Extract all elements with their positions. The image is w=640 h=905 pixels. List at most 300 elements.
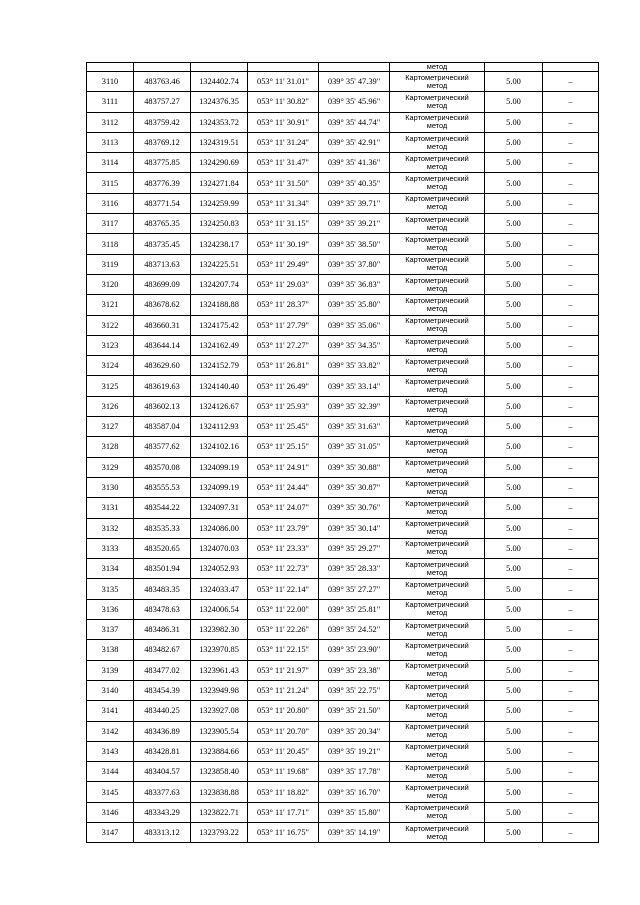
table-row: [87, 802, 599, 822]
point-number-cell: 3128: [87, 437, 134, 457]
method-line: Картометрический: [405, 640, 469, 650]
accuracy-cell: 5.00: [485, 498, 543, 518]
longitude-cell: 039° 35' 17.78": [319, 762, 390, 782]
method-cell: [390, 234, 485, 254]
method-cell: [390, 538, 485, 558]
point-number-cell: 3135: [87, 579, 134, 599]
latitude-cell: 053° 11' 20.80": [248, 701, 319, 721]
accuracy-cell: 5.00: [485, 173, 543, 193]
y-coordinate-cell: 1324099.19: [191, 477, 248, 497]
method-cell: [390, 132, 485, 152]
latitude-cell: 053° 11' 26.49": [248, 376, 319, 396]
x-coordinate-cell: 483440.25: [134, 701, 191, 721]
method-line: Картометрический: [405, 742, 469, 752]
table-row: [87, 721, 599, 741]
x-coordinate-cell: 483765.35: [134, 214, 191, 234]
x-coordinate-cell: 483699.09: [134, 274, 191, 294]
accuracy-cell: 5.00: [485, 802, 543, 822]
latitude-cell: 053° 11' 22.73": [248, 559, 319, 579]
y-coordinate-cell: 1324207.74: [191, 274, 248, 294]
y-coordinate-cell: 1324162.49: [191, 335, 248, 355]
table-row: [87, 822, 599, 842]
latitude-cell: 053° 11' 31.24": [248, 132, 319, 152]
table-row: [87, 559, 599, 579]
table-row: [87, 660, 599, 680]
x-coordinate-cell: 483570.08: [134, 457, 191, 477]
point-number-cell: 3131: [87, 498, 134, 518]
table-row: [87, 376, 599, 396]
longitude-cell: 039° 35' 20.34": [319, 721, 390, 741]
accuracy-cell: 5.00: [485, 680, 543, 700]
method-cell: [390, 417, 485, 437]
method-line: метод: [426, 202, 448, 212]
method-line: Картометрический: [405, 722, 469, 732]
y-coordinate-cell: 1324097.31: [191, 498, 248, 518]
table-row: [87, 214, 599, 234]
point-number-cell: 3130: [87, 477, 134, 497]
method-cell: [390, 477, 485, 497]
note-cell: –: [543, 173, 599, 193]
method-cell: [390, 295, 485, 315]
table-row: [87, 477, 599, 497]
longitude-cell: 039° 35' 29.27": [319, 538, 390, 558]
longitude-cell: 039° 35' 33.82": [319, 356, 390, 376]
accuracy-cell: 5.00: [485, 701, 543, 721]
method-line: метод: [426, 80, 448, 90]
method-line: Картометрический: [405, 437, 469, 447]
method-cell: [390, 518, 485, 538]
accuracy-cell: 5.00: [485, 741, 543, 761]
note-cell: –: [543, 376, 599, 396]
method-line: метод: [426, 709, 448, 719]
latitude-cell: 053° 11' 25.15": [248, 437, 319, 457]
x-coordinate-cell: 483377.63: [134, 782, 191, 802]
method-cell: [390, 193, 485, 213]
table-row: [87, 437, 599, 457]
method-cell: [390, 112, 485, 132]
method-cell: [390, 579, 485, 599]
y-coordinate-cell: 1324070.03: [191, 538, 248, 558]
latitude-cell: 053° 11' 22.14": [248, 579, 319, 599]
coordinates-table: [86, 62, 599, 843]
x-coordinate-cell: 483678.62: [134, 295, 191, 315]
continuation-row: [87, 63, 599, 72]
accuracy-cell: 5.00: [485, 295, 543, 315]
method-cell: [390, 335, 485, 355]
accuracy-cell: 5.00: [485, 254, 543, 274]
x-coordinate-cell: 483619.63: [134, 376, 191, 396]
note-cell: –: [543, 274, 599, 294]
method-line: Картометрический: [405, 356, 469, 366]
latitude-cell: 053° 11' 31.15": [248, 214, 319, 234]
method-line: Картометрический: [405, 92, 469, 102]
method-line: Картометрический: [405, 133, 469, 143]
longitude-cell: 039° 35' 40.35": [319, 173, 390, 193]
method-line: метод: [426, 141, 448, 151]
point-number-cell: 3118: [87, 234, 134, 254]
y-coordinate-cell: 1323905.54: [191, 721, 248, 741]
accuracy-cell: 5.00: [485, 153, 543, 173]
point-number-cell: 3139: [87, 660, 134, 680]
longitude-cell: 039° 35' 16.70": [319, 782, 390, 802]
latitude-cell: 053° 11' 31.01": [248, 72, 319, 92]
method-line: метод: [426, 263, 448, 273]
note-cell: –: [543, 193, 599, 213]
latitude-cell: 053° 11' 23.33": [248, 538, 319, 558]
method-cell: [390, 315, 485, 335]
y-coordinate-cell: 1324290.69: [191, 153, 248, 173]
x-coordinate-cell: 483482.67: [134, 640, 191, 660]
longitude-cell: 039° 35' 41.36": [319, 153, 390, 173]
table-row: [87, 762, 599, 782]
latitude-cell: 053° 11' 21.97": [248, 660, 319, 680]
accuracy-cell: 5.00: [485, 274, 543, 294]
y-coordinate-cell: 1323982.30: [191, 620, 248, 640]
table-row: [87, 741, 599, 761]
x-coordinate-cell: 483520.65: [134, 538, 191, 558]
accuracy-cell: 5.00: [485, 315, 543, 335]
y-coordinate-cell: 1323970.85: [191, 640, 248, 660]
x-coordinate-cell: 483483.35: [134, 579, 191, 599]
method-line: метод: [426, 811, 448, 821]
method-line: метод: [426, 466, 448, 476]
table-row: [87, 173, 599, 193]
longitude-cell: 039° 35' 44.74": [319, 112, 390, 132]
note-cell: –: [543, 579, 599, 599]
method-line: Картометрический: [405, 235, 469, 245]
longitude-cell: 039° 35' 15.80": [319, 802, 390, 822]
latitude-cell: 053° 11' 24.91": [248, 457, 319, 477]
point-number-cell: 3121: [87, 295, 134, 315]
x-coordinate-cell: 483343.29: [134, 802, 191, 822]
method-line: Картометрический: [405, 316, 469, 326]
note-cell: –: [543, 356, 599, 376]
method-line: метод: [426, 283, 448, 293]
method-line: метод: [426, 648, 448, 658]
table-row: [87, 538, 599, 558]
table-row: [87, 274, 599, 294]
latitude-cell: 053° 11' 16.75": [248, 822, 319, 842]
table-row: [87, 782, 599, 802]
latitude-cell: 053° 11' 22.26": [248, 620, 319, 640]
latitude-cell: 053° 11' 25.45": [248, 417, 319, 437]
point-number-cell: 3141: [87, 701, 134, 721]
method-line: Картометрический: [405, 803, 469, 813]
point-number-cell: 3119: [87, 254, 134, 274]
point-number-cell: 3116: [87, 193, 134, 213]
accuracy-cell: 5.00: [485, 538, 543, 558]
table-row: [87, 457, 599, 477]
y-coordinate-cell: 1323961.43: [191, 660, 248, 680]
y-coordinate-cell: 1324102.16: [191, 437, 248, 457]
method-line: метод: [426, 608, 448, 618]
y-coordinate-cell: 1323949.98: [191, 680, 248, 700]
method-line: метод: [426, 161, 448, 171]
longitude-cell: 039° 35' 30.14": [319, 518, 390, 538]
latitude-cell: 053° 11' 24.07": [248, 498, 319, 518]
longitude-cell: 039° 35' 42.91": [319, 132, 390, 152]
note-cell: –: [543, 254, 599, 274]
method-cell: [390, 559, 485, 579]
empty-cell: [543, 63, 599, 72]
longitude-cell: 039° 35' 32.39": [319, 396, 390, 416]
note-cell: –: [543, 315, 599, 335]
method-line: метод: [426, 182, 448, 192]
latitude-cell: 053° 11' 17.71": [248, 802, 319, 822]
x-coordinate-cell: 483759.42: [134, 112, 191, 132]
latitude-cell: 053° 11' 27.27": [248, 335, 319, 355]
x-coordinate-cell: 483555.53: [134, 477, 191, 497]
method-line: Картометрический: [405, 580, 469, 590]
y-coordinate-cell: 1324175.42: [191, 315, 248, 335]
table-row: [87, 132, 599, 152]
method-line: метод: [426, 588, 448, 598]
latitude-cell: 053° 11' 26.81": [248, 356, 319, 376]
y-coordinate-cell: 1324259.99: [191, 193, 248, 213]
method-line: Картометрический: [405, 377, 469, 387]
accuracy-cell: 5.00: [485, 396, 543, 416]
method-cell: [390, 782, 485, 802]
method-line: Картометрический: [405, 762, 469, 772]
longitude-cell: 039° 35' 23.38": [319, 660, 390, 680]
method-cell: [390, 153, 485, 173]
table-row: [87, 579, 599, 599]
note-cell: –: [543, 640, 599, 660]
point-number-cell: 3125: [87, 376, 134, 396]
x-coordinate-cell: 483629.60: [134, 356, 191, 376]
point-number-cell: 3147: [87, 822, 134, 842]
y-coordinate-cell: 1324250.83: [191, 214, 248, 234]
y-coordinate-cell: 1324402.74: [191, 72, 248, 92]
method-cell: [390, 660, 485, 680]
note-cell: –: [543, 559, 599, 579]
note-cell: –: [543, 234, 599, 254]
method-line: метод: [426, 527, 448, 537]
y-coordinate-cell: 1324271.84: [191, 173, 248, 193]
table-row: [87, 356, 599, 376]
note-cell: –: [543, 92, 599, 112]
method-line: метод: [426, 364, 448, 374]
y-coordinate-cell: 1324238.17: [191, 234, 248, 254]
y-coordinate-cell: 1324052.93: [191, 559, 248, 579]
longitude-cell: 039° 35' 30.76": [319, 498, 390, 518]
method-line: метод: [426, 243, 448, 253]
point-number-cell: 3112: [87, 112, 134, 132]
empty-cell: [248, 63, 319, 72]
longitude-cell: 039° 35' 25.81": [319, 599, 390, 619]
method-line: Картометрический: [405, 478, 469, 488]
method-line: Картометрический: [405, 417, 469, 427]
x-coordinate-cell: 483763.46: [134, 72, 191, 92]
table-row: [87, 701, 599, 721]
method-line: метод: [426, 121, 448, 131]
method-cell: [390, 498, 485, 518]
method-line: Картометрический: [405, 72, 469, 82]
method-line: метод: [426, 628, 448, 638]
method-cell: [390, 762, 485, 782]
point-number-cell: 3123: [87, 335, 134, 355]
x-coordinate-cell: 483735.45: [134, 234, 191, 254]
empty-cell: [319, 63, 390, 72]
longitude-cell: 039° 35' 24.52": [319, 620, 390, 640]
table-row: [87, 112, 599, 132]
point-number-cell: 3126: [87, 396, 134, 416]
note-cell: –: [543, 802, 599, 822]
method-line: Картометрический: [405, 295, 469, 305]
point-number-cell: 3132: [87, 518, 134, 538]
table-row: [87, 680, 599, 700]
y-coordinate-cell: 1324353.72: [191, 112, 248, 132]
longitude-cell: 039° 35' 30.87": [319, 477, 390, 497]
x-coordinate-cell: 483501.94: [134, 559, 191, 579]
accuracy-cell: 5.00: [485, 335, 543, 355]
point-number-cell: 3110: [87, 72, 134, 92]
x-coordinate-cell: 483478.63: [134, 599, 191, 619]
longitude-cell: 039° 35' 31.63": [319, 417, 390, 437]
accuracy-cell: 5.00: [485, 376, 543, 396]
accuracy-cell: 5.00: [485, 782, 543, 802]
note-cell: –: [543, 741, 599, 761]
y-coordinate-cell: 1324006.54: [191, 599, 248, 619]
latitude-cell: 053° 11' 18.82": [248, 782, 319, 802]
latitude-cell: 053° 11' 20.45": [248, 741, 319, 761]
latitude-cell: 053° 11' 31.47": [248, 153, 319, 173]
point-number-cell: 3114: [87, 153, 134, 173]
method-cell: [390, 173, 485, 193]
method-line: Картометрический: [405, 336, 469, 346]
method-cell: [390, 72, 485, 92]
longitude-cell: 039° 35' 23.90": [319, 640, 390, 660]
y-coordinate-cell: 1324086.00: [191, 518, 248, 538]
note-cell: –: [543, 599, 599, 619]
accuracy-cell: 5.00: [485, 112, 543, 132]
x-coordinate-cell: 483454.39: [134, 680, 191, 700]
latitude-cell: 053° 11' 24.44": [248, 477, 319, 497]
x-coordinate-cell: 483428.81: [134, 741, 191, 761]
latitude-cell: 053° 11' 25.93": [248, 396, 319, 416]
method-line: метод: [426, 730, 448, 740]
note-cell: –: [543, 538, 599, 558]
method-line: метод: [426, 303, 448, 313]
latitude-cell: 053° 11' 30.19": [248, 234, 319, 254]
point-number-cell: 3117: [87, 214, 134, 234]
empty-cell: [134, 63, 191, 72]
accuracy-cell: 5.00: [485, 620, 543, 640]
y-coordinate-cell: 1324033.47: [191, 579, 248, 599]
x-coordinate-cell: 483544.22: [134, 498, 191, 518]
point-number-cell: 3120: [87, 274, 134, 294]
method-line: метод: [426, 831, 448, 841]
method-line: метод: [426, 445, 448, 455]
x-coordinate-cell: 483486.31: [134, 620, 191, 640]
latitude-cell: 053° 11' 31.50": [248, 173, 319, 193]
accuracy-cell: 5.00: [485, 356, 543, 376]
method-line: метод: [426, 506, 448, 516]
method-line: Картометрический: [405, 174, 469, 184]
method-cell-tail: метод: [390, 63, 485, 72]
note-cell: –: [543, 822, 599, 842]
accuracy-cell: 5.00: [485, 234, 543, 254]
method-cell: [390, 437, 485, 457]
method-cell: [390, 680, 485, 700]
longitude-cell: 039° 35' 39.21": [319, 214, 390, 234]
method-line: Картометрический: [405, 661, 469, 671]
latitude-cell: 053° 11' 27.79": [248, 315, 319, 335]
longitude-cell: 039° 35' 19.21": [319, 741, 390, 761]
method-line: метод: [426, 547, 448, 557]
note-cell: –: [543, 660, 599, 680]
method-cell: [390, 822, 485, 842]
method-line: метод: [426, 486, 448, 496]
method-line: метод: [426, 324, 448, 334]
y-coordinate-cell: 1323822.71: [191, 802, 248, 822]
method-line: метод: [426, 425, 448, 435]
method-cell: [390, 214, 485, 234]
x-coordinate-cell: 483313.12: [134, 822, 191, 842]
method-line: Картометрический: [405, 153, 469, 163]
point-number-cell: 3138: [87, 640, 134, 660]
note-cell: –: [543, 132, 599, 152]
method-line: Картометрический: [405, 519, 469, 529]
method-cell: [390, 802, 485, 822]
table-body: [87, 63, 599, 843]
method-line: метод: [426, 344, 448, 354]
note-cell: –: [543, 153, 599, 173]
method-cell: [390, 721, 485, 741]
x-coordinate-cell: 483587.04: [134, 417, 191, 437]
longitude-cell: 039° 35' 27.27": [319, 579, 390, 599]
accuracy-cell: 5.00: [485, 214, 543, 234]
note-cell: –: [543, 295, 599, 315]
longitude-cell: 039° 35' 35.06": [319, 315, 390, 335]
note-cell: –: [543, 721, 599, 741]
point-number-cell: 3127: [87, 417, 134, 437]
method-line: Картометрический: [405, 681, 469, 691]
method-line: Картометрический: [405, 539, 469, 549]
method-line: Картометрический: [405, 600, 469, 610]
x-coordinate-cell: 483775.85: [134, 153, 191, 173]
accuracy-cell: 5.00: [485, 721, 543, 741]
accuracy-cell: 5.00: [485, 92, 543, 112]
method-line: Картометрический: [405, 498, 469, 508]
accuracy-cell: 5.00: [485, 72, 543, 92]
empty-cell: [485, 63, 543, 72]
method-cell: [390, 599, 485, 619]
longitude-cell: 039° 35' 21.50": [319, 701, 390, 721]
point-number-cell: 3134: [87, 559, 134, 579]
x-coordinate-cell: 483660.31: [134, 315, 191, 335]
longitude-cell: 039° 35' 14.19": [319, 822, 390, 842]
method-line: метод: [426, 669, 448, 679]
accuracy-cell: 5.00: [485, 559, 543, 579]
point-number-cell: 3124: [87, 356, 134, 376]
method-cell: [390, 701, 485, 721]
table-row: [87, 518, 599, 538]
y-coordinate-cell: 1324376.35: [191, 92, 248, 112]
point-number-cell: 3145: [87, 782, 134, 802]
note-cell: –: [543, 72, 599, 92]
accuracy-cell: 5.00: [485, 417, 543, 437]
accuracy-cell: 5.00: [485, 660, 543, 680]
method-line: метод: [426, 689, 448, 699]
table-row: [87, 498, 599, 518]
longitude-cell: 039° 35' 35.80": [319, 295, 390, 315]
y-coordinate-cell: 1324225.51: [191, 254, 248, 274]
method-line: метод: [426, 567, 448, 577]
method-cell: [390, 356, 485, 376]
method-line: Картометрический: [405, 255, 469, 265]
longitude-cell: 039° 35' 28.33": [319, 559, 390, 579]
